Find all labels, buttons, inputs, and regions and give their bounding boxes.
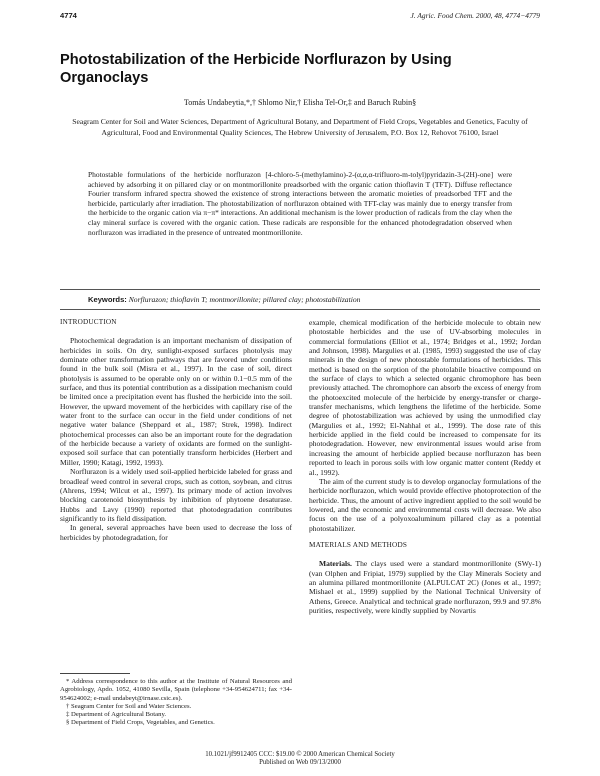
footnotes [60, 678, 292, 728]
section-heading-introduction: INTRODUCTION [60, 318, 117, 326]
abstract: Photostable formulations of the herbicide norflurazon [4-chloro-5-(methylamino)-2-(α,α,α-trifluoro-m-tolyl)pyridazin-3-(2H)-one] were achieved by adsorbing it on pillared clay or on montmorillonite preadsorbed with the organic cation thioflavin T (TFT). Diffuse reflectance Fourier transform infrared spectra showed the existence of strong interactions between the aromatic moieties of preadsorbed TFT and the herbicide, particularly after irradiation. The photostabilization of norflurazon obtained with TFT-clay was mainly due to energy transfer from the herbicide to the organic cation via π−π* interactions. An additional mechanism is the lower production of radicals from the clay when the clay mineral surface is covered with the organic cation. These radicals are responsible for the enhanced photodegradation observed when norflurazon was irradiated in the presence of untreated montmorillonite. [88, 170, 512, 237]
left-column [60, 318, 292, 542]
materials-label: Materials. [319, 559, 352, 569]
running-header [60, 11, 540, 25]
materials-paragraph [309, 559, 541, 615]
keywords-text: Norflurazon; thioflavin T; montmorillonite; pillared clay; photostabilization [128, 295, 361, 304]
intro-paragraph-1: Photochemical degradation is an important mechanism of dissipation of herbicides in soils. On dry, sunlight-exposed surfaces photolysis may dominate other transformation pathways that are favored under conditions found in the bulk soil (Misra et al., 1997). In the case of soil, direct photolysis is assumed to be operable only on or within 0.1−0.5 mm of the surface, and thus its potential contribution as a dissipation mechanism could be limited once a precipitation event has flushed the herbicide into the soil. However, the upward movement of the herbicides with capillary rise of the water front to the surface can occur in the field under conditions of net negative water balance (Sheppard et al., 1987; Strek, 1998). Indirect photochemical processes can also be an important route for the degradation of the herbicide because a variety of oxidants are formed on the sunlight-exposed soil surface that can potentially transform herbicides (Herbert and Miller, 1990; Katagi, 1992, 1993). [60, 336, 292, 467]
keywords-label: Keywords: [88, 295, 127, 304]
doi-copyright-line: 10.1021/jf9912405 CCC: $19.00 © 2000 American Chemical Society [205, 751, 395, 758]
section-heading-materials-methods: MATERIALS AND METHODS [309, 540, 408, 549]
keywords-top-rule [60, 289, 540, 290]
author-list: Tomás Undabeytia,*,† Shlomo Nir,† Elisha Tel-Or,‡ and Baruch Rubin§ [183, 98, 417, 107]
footnote-rule [60, 673, 130, 674]
intro-paragraph-4: example, chemical modification of the herbicide molecule to obtain new photostable herbicides and the use of UV-absorbing molecules in commercial formulations (Elliot et al., 1974; Bridges et al., 1992; Jordan and Johnson, 1998). Margulies et al. (1985, 1993) suggested the use of clay minerals in the design of new photostable formulations of herbicides. This method is based on the sorption of the photolabile bioactive compound on the surface of clays to which a selected organic chromophore has been previously attached. The chromophore can absorb the excess of energy from the photoexcited molecule of the herbicide by energy-transfer or charge-transfer mechanisms, which lengthens the lifetime of the herbicide. Some degree of photostabilization was achieved by using the unmodified clay (Margulies et al., 1992; El-Nahhal et al., 1999). The dose rate of this herbicide applied in the field could be increased to compensate for its photodegradation. However, new environmental issues would arise from increasing the amount of herbicide applied because norflurazon has been reported to leach in porous soils with low organic matter content (Reddy et al., 1992). [309, 318, 541, 477]
keywords-line [88, 295, 528, 304]
intro-paragraph-2: Norflurazon is a widely used soil-applied herbicide labeled for grass and broadleaf weed control in several crops, such as cotton, soybean, and citrus (Ahrens, 1994; Wilcut et al., 1997). Its primary mode of action involves blocking carotenoid biosynthesis by inhibition of phytoene desaturase. Hubbs and Lavy (1990) reported that photodegradation contributes significantly to its field dissipation. [60, 467, 292, 523]
intro-paragraph-3: In general, several approaches have been used to decrease the loss of herbicides by photodegradation, for [60, 523, 292, 542]
footnote-double-dagger: ‡ Department of Agricultural Botany. [66, 711, 167, 719]
keywords-bottom-rule [60, 309, 540, 310]
published-date: Published on Web 09/13/2000 [259, 759, 341, 766]
page-footer [0, 751, 600, 767]
page-number: 4774 [60, 11, 77, 20]
intro-paragraph-5: The aim of the current study is to develop organoclay formulations of the herbicide norflurazon, which would provide effective photoprotection of the herbicide. Thus, the amount of active ingredient applied to the soil would be lowered, and the economic and environmental costs will decrease. We also focus on the use of a polyoxoaluminum pillared clay as a potential photostabilizer. [309, 476, 541, 533]
materials-text: The clays used were a standard montmorillonite (SWy-1) (van Olphen and Fripiat, 1979) supplied by the Clay Minerals Society and an alumina pillared montmorillonite (ALPULCAT 2C) (Jones et al., 1997; Mishael et al., 1999) supplied by the National Technical University of Athens, Greece. Analytical and technical grade norflurazon, 99.9 and 97.8% purities, respectively, were kindly supplied by Novartis [309, 559, 541, 615]
footnote-section: § Department of Field Crops, Vegetables, and Genetics. [66, 719, 215, 727]
journal-citation: J. Agric. Food Chem. 2000, 48, 4774−4779 [410, 11, 540, 20]
right-column [309, 318, 541, 615]
footnote-dagger: † Seagram Center for Soil and Water Sciences. [66, 702, 192, 710]
paper-title: Photostabilization of the Herbicide Norflurazon by Using Organoclays [60, 52, 452, 86]
footnote-correspondence: * Address correspondence to this author at the Institute of Natural Resources and Agrobiology, Apdo. 1052, 41080 Sevilla, Spain (telephone +34-954624711; fax +34-954624002; e-mail undabeyt@irnase.csic.es). [60, 678, 292, 702]
affiliation: Seagram Center for Soil and Water Sciences, Department of Agricultural Botany, and Department of Field Crops, Vegetables and Genetics, Faculty of Agricultural, Food and Environmental Quality Sciences, The Hebrew University of Jerusalem, P.O. Box 12, Rehovot 76100, Israel [72, 117, 528, 137]
